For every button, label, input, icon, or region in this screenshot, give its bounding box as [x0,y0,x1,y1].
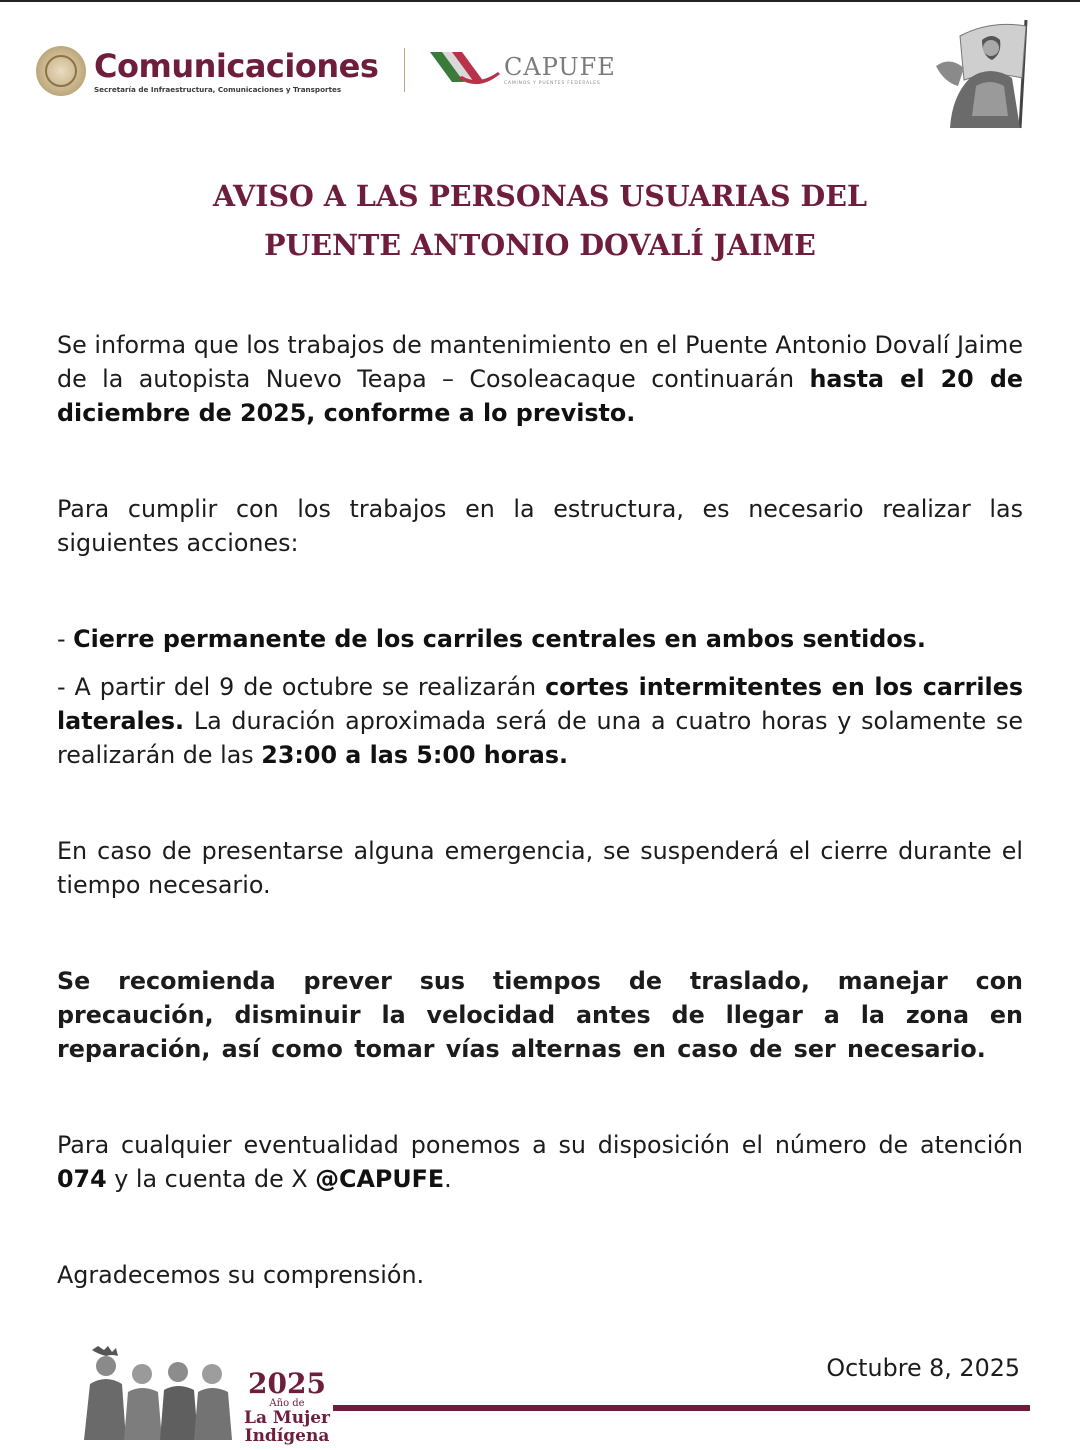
year-label: 2025 [248,1367,326,1400]
paragraph-text: y la cuenta de X [106,1165,316,1193]
comunicaciones-subtitle: Secretaría de Infraestructura, Comunicaciones y Transportes [94,84,342,94]
x-account: @CAPUFE [315,1165,445,1193]
indigenous-women-illustration [78,1344,238,1440]
list-item-text: - A partir del 9 de octubre se realizarán [57,673,546,701]
paragraph-text: . [444,1165,452,1193]
year-sub-label: Año de [269,1398,305,1409]
phone-number: 074 [57,1165,107,1193]
title-line-2: PUENTE ANTONIO DOVALÍ JAIME [264,228,816,262]
year-name-line-2: Indígena [244,1426,330,1446]
coat-of-arms-icon [36,46,86,96]
notice-title [0,172,1080,270]
capufe-flag-icon [428,48,500,92]
paragraph-thanks: Agradecemos su comprensión. [57,1261,425,1289]
footer-divider [333,1405,1030,1411]
paragraph-text: Para cualquier eventualidad ponemos a su disposición el número de atención [57,1131,1023,1159]
notice-date: Octubre 8, 2025 [826,1354,1020,1382]
logo-divider [404,48,405,92]
list-item-bold: 23:00 a las 5:00 horas. [261,741,569,769]
comunicaciones-name: Comunicaciones [94,46,379,85]
heroine-illustration [930,16,1040,130]
list-item-text: La duración aproximada será de una a cuatro horas y solamente se realizarán de las [57,707,1023,769]
list-dash: - [57,625,74,653]
list-item-bold: cortes intermitentes en los carriles laterales. [57,673,1023,735]
paragraph-bold: hasta el 20 de diciembre de 2025, conforme a lo previsto. [57,365,1023,427]
paragraph-emergency: En caso de presentarse alguna emergencia, se suspenderá el cierre durante el tiempo necesario. [57,837,1023,899]
year-of-indigenous-women-logo [244,1367,330,1446]
capufe-logo [428,48,616,92]
title-line-1: AVISO A LAS PERSONAS USUARIAS DEL [212,179,868,213]
comunicaciones-logo [36,46,378,96]
paragraph-text: Se informa que los trabajos de mantenimiento en el Puente Antonio Dovalí Jaime de la autopista Nuevo Teapa – Cosoleacaque continuarán [57,331,1023,393]
list-item-bold: Cierre permanente de los carriles centrales en ambos sentidos. [73,625,926,653]
capufe-name: CAPUFE [504,53,616,81]
list-item-central-lanes [57,622,1023,656]
paragraph-recommendation: Se recomienda prever sus tiempos de traslado, manejar con precaución, disminuir la velocidad antes de llegar a la zona en reparación, así como tomar vías alternas en caso de ser necesario. [57,967,1023,1063]
capufe-subtitle: CAMINOS Y PUENTES FEDERALES [504,81,601,86]
paragraph-actions: Para cumplir con los trabajos en la estructura, es necesario realizar las siguientes acciones: [57,495,1023,557]
paragraph-contact [57,1128,1023,1196]
list-item-lateral-lanes [57,670,1023,772]
paragraph-maintenance [57,328,1023,430]
year-name-line-1: La Mujer [244,1408,330,1428]
